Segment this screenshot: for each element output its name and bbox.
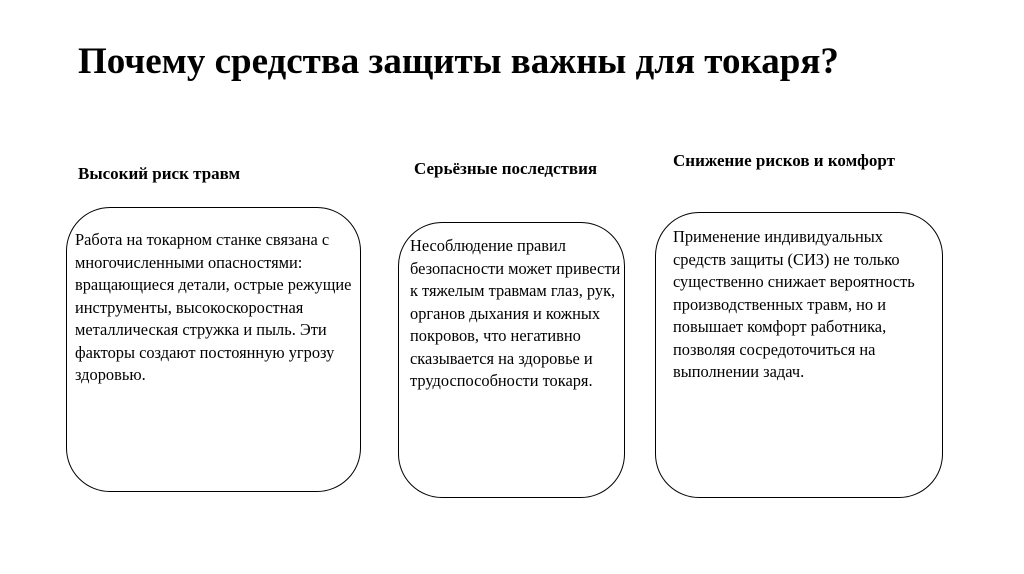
column-heading-risk-reduction: Снижение рисков и комфорт xyxy=(673,151,895,170)
column-heading-consequences: Серьёзные последствия xyxy=(414,159,598,178)
body-text-consequences: Несоблюдение правил безопасности может привести к тяжелым травмам глаз, рук, органов дыхания и кожных покровов, что негативно сказывается на здоровье и трудоспособности токаря. xyxy=(410,236,621,390)
body-text-risk-reduction: Применение индивидуальных средств защиты (СИЗ) не только существенно снижает вероятность производственных травм, но и повышает комфорт работника, позволяя сосредоточиться на выполнении задач. xyxy=(673,227,915,381)
slide-title: Почему средства защиты важны для токаря? xyxy=(78,41,839,82)
column-heading-high-risk: Высокий риск травм xyxy=(78,164,241,183)
body-text-high-risk: Работа на токарном станке связана с многочисленными опасностями: вращающиеся детали, острые режущие инструменты, высокоскоростная металлическая стружка и пыль. Эти факторы создают постоянную угрозу здоровью. xyxy=(75,230,352,384)
